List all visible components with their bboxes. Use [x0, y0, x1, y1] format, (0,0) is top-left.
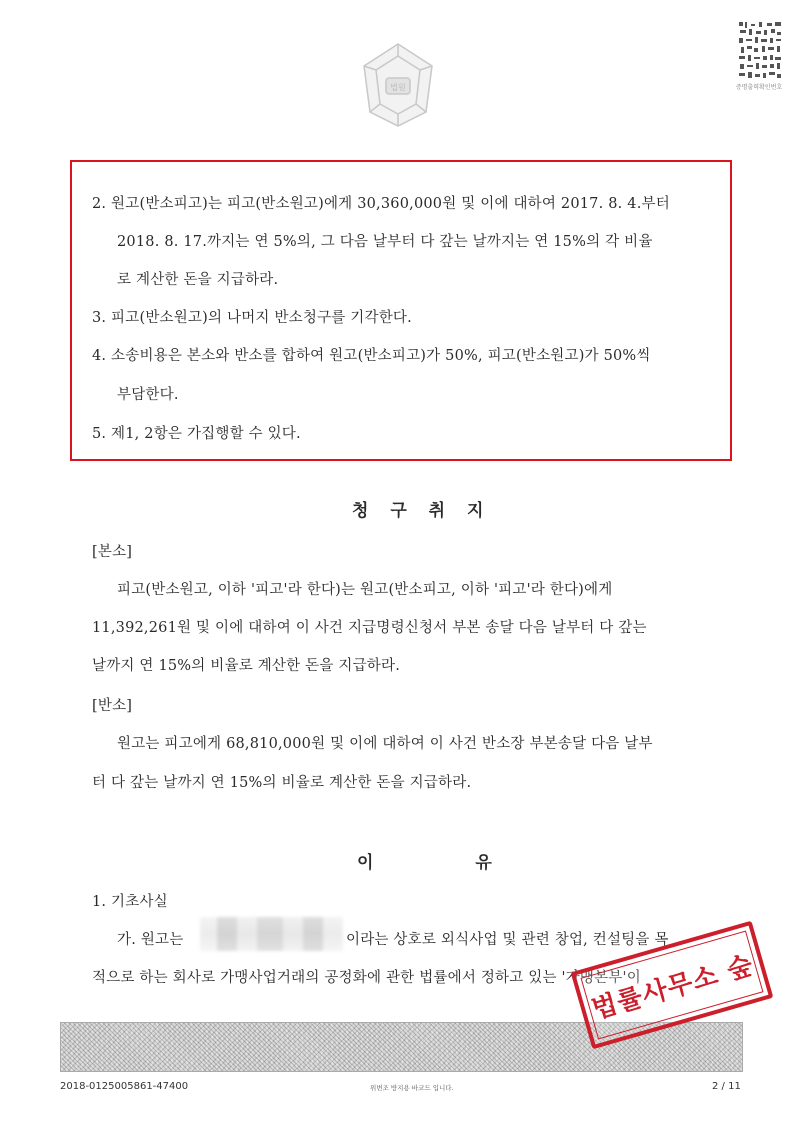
anti-forgery-notice: 위변조 방지용 바코드 입니다. [370, 1084, 454, 1092]
verification-qr-code [737, 20, 783, 82]
facts-title: 1. 기초사실 [92, 894, 168, 910]
counter-claim-line: 원고는 피고에게 68,810,000원 및 이에 대하여 이 사건 반소장 부본송달 다음 날부 [117, 736, 653, 752]
order-item-4-cont: 부담한다. [117, 387, 179, 403]
order-item-3: 3. 피고(반소원고)의 나머지 반소청구를 기각한다. [92, 310, 412, 326]
facts-line-suffix: 이라는 상호로 외식사업 및 관련 창업, 컨설팅을 목 [346, 932, 669, 948]
court-emblem-icon [358, 40, 438, 130]
redacted-name-block [200, 917, 343, 951]
facts-line: 적으로 하는 회사로 가맹사업거래의 공정화에 관한 법률에서 정하고 있는 '가맹본부'이 [92, 970, 641, 986]
claim-heading: 청 구 취 지 [352, 501, 492, 521]
order-item-2-cont1: 2018. 8. 17.까지는 연 5%의, 그 다음 날부터 다 갚는 날까지는 연 15%의 각 비율 [117, 234, 653, 250]
counter-claim-line: 터 다 갚는 날까지 연 15%의 비율로 계산한 돈을 지급하라. [92, 775, 472, 791]
main-claim-label: [본소] [92, 544, 133, 560]
facts-line-prefix: 가. 원고는 [117, 932, 184, 948]
order-item-2: 2. 원고(반소피고)는 피고(반소원고)에게 30,360,000원 및 이에 대하여 2017. 8. 4.부터 [92, 196, 670, 212]
order-item-2-cont2: 로 계산한 돈을 지급하라. [117, 272, 279, 288]
document-number: 2018-0125005861-47400 [60, 1081, 189, 1092]
stamp-text: 법률사무소 숲 [588, 950, 757, 1025]
order-item-5: 5. 제1, 2항은 가집행할 수 있다. [92, 426, 301, 442]
qr-caption: 증명출력확인번호 [735, 84, 783, 91]
counter-claim-label: [반소] [92, 698, 133, 714]
main-claim-line: 피고(반소원고, 이하 '피고'라 한다)는 원고(반소피고, 이하 '피고'라 한다)에게 [117, 582, 613, 598]
reason-heading: 이 유 [357, 853, 540, 873]
main-claim-line: 11,392,261원 및 이에 대하여 이 사건 지급명령신청서 부본 송달 다음 날부터 다 갚는 [92, 620, 647, 636]
page-number: 2 / 11 [712, 1081, 741, 1092]
emblem-text: 법원 [390, 83, 406, 92]
main-claim-line: 날까지 연 15%의 비율로 계산한 돈을 지급하라. [92, 658, 401, 674]
order-item-4: 4. 소송비용은 본소와 반소를 합하여 원고(반소피고)가 50%, 피고(반소원고)가 50%씩 [92, 348, 651, 364]
